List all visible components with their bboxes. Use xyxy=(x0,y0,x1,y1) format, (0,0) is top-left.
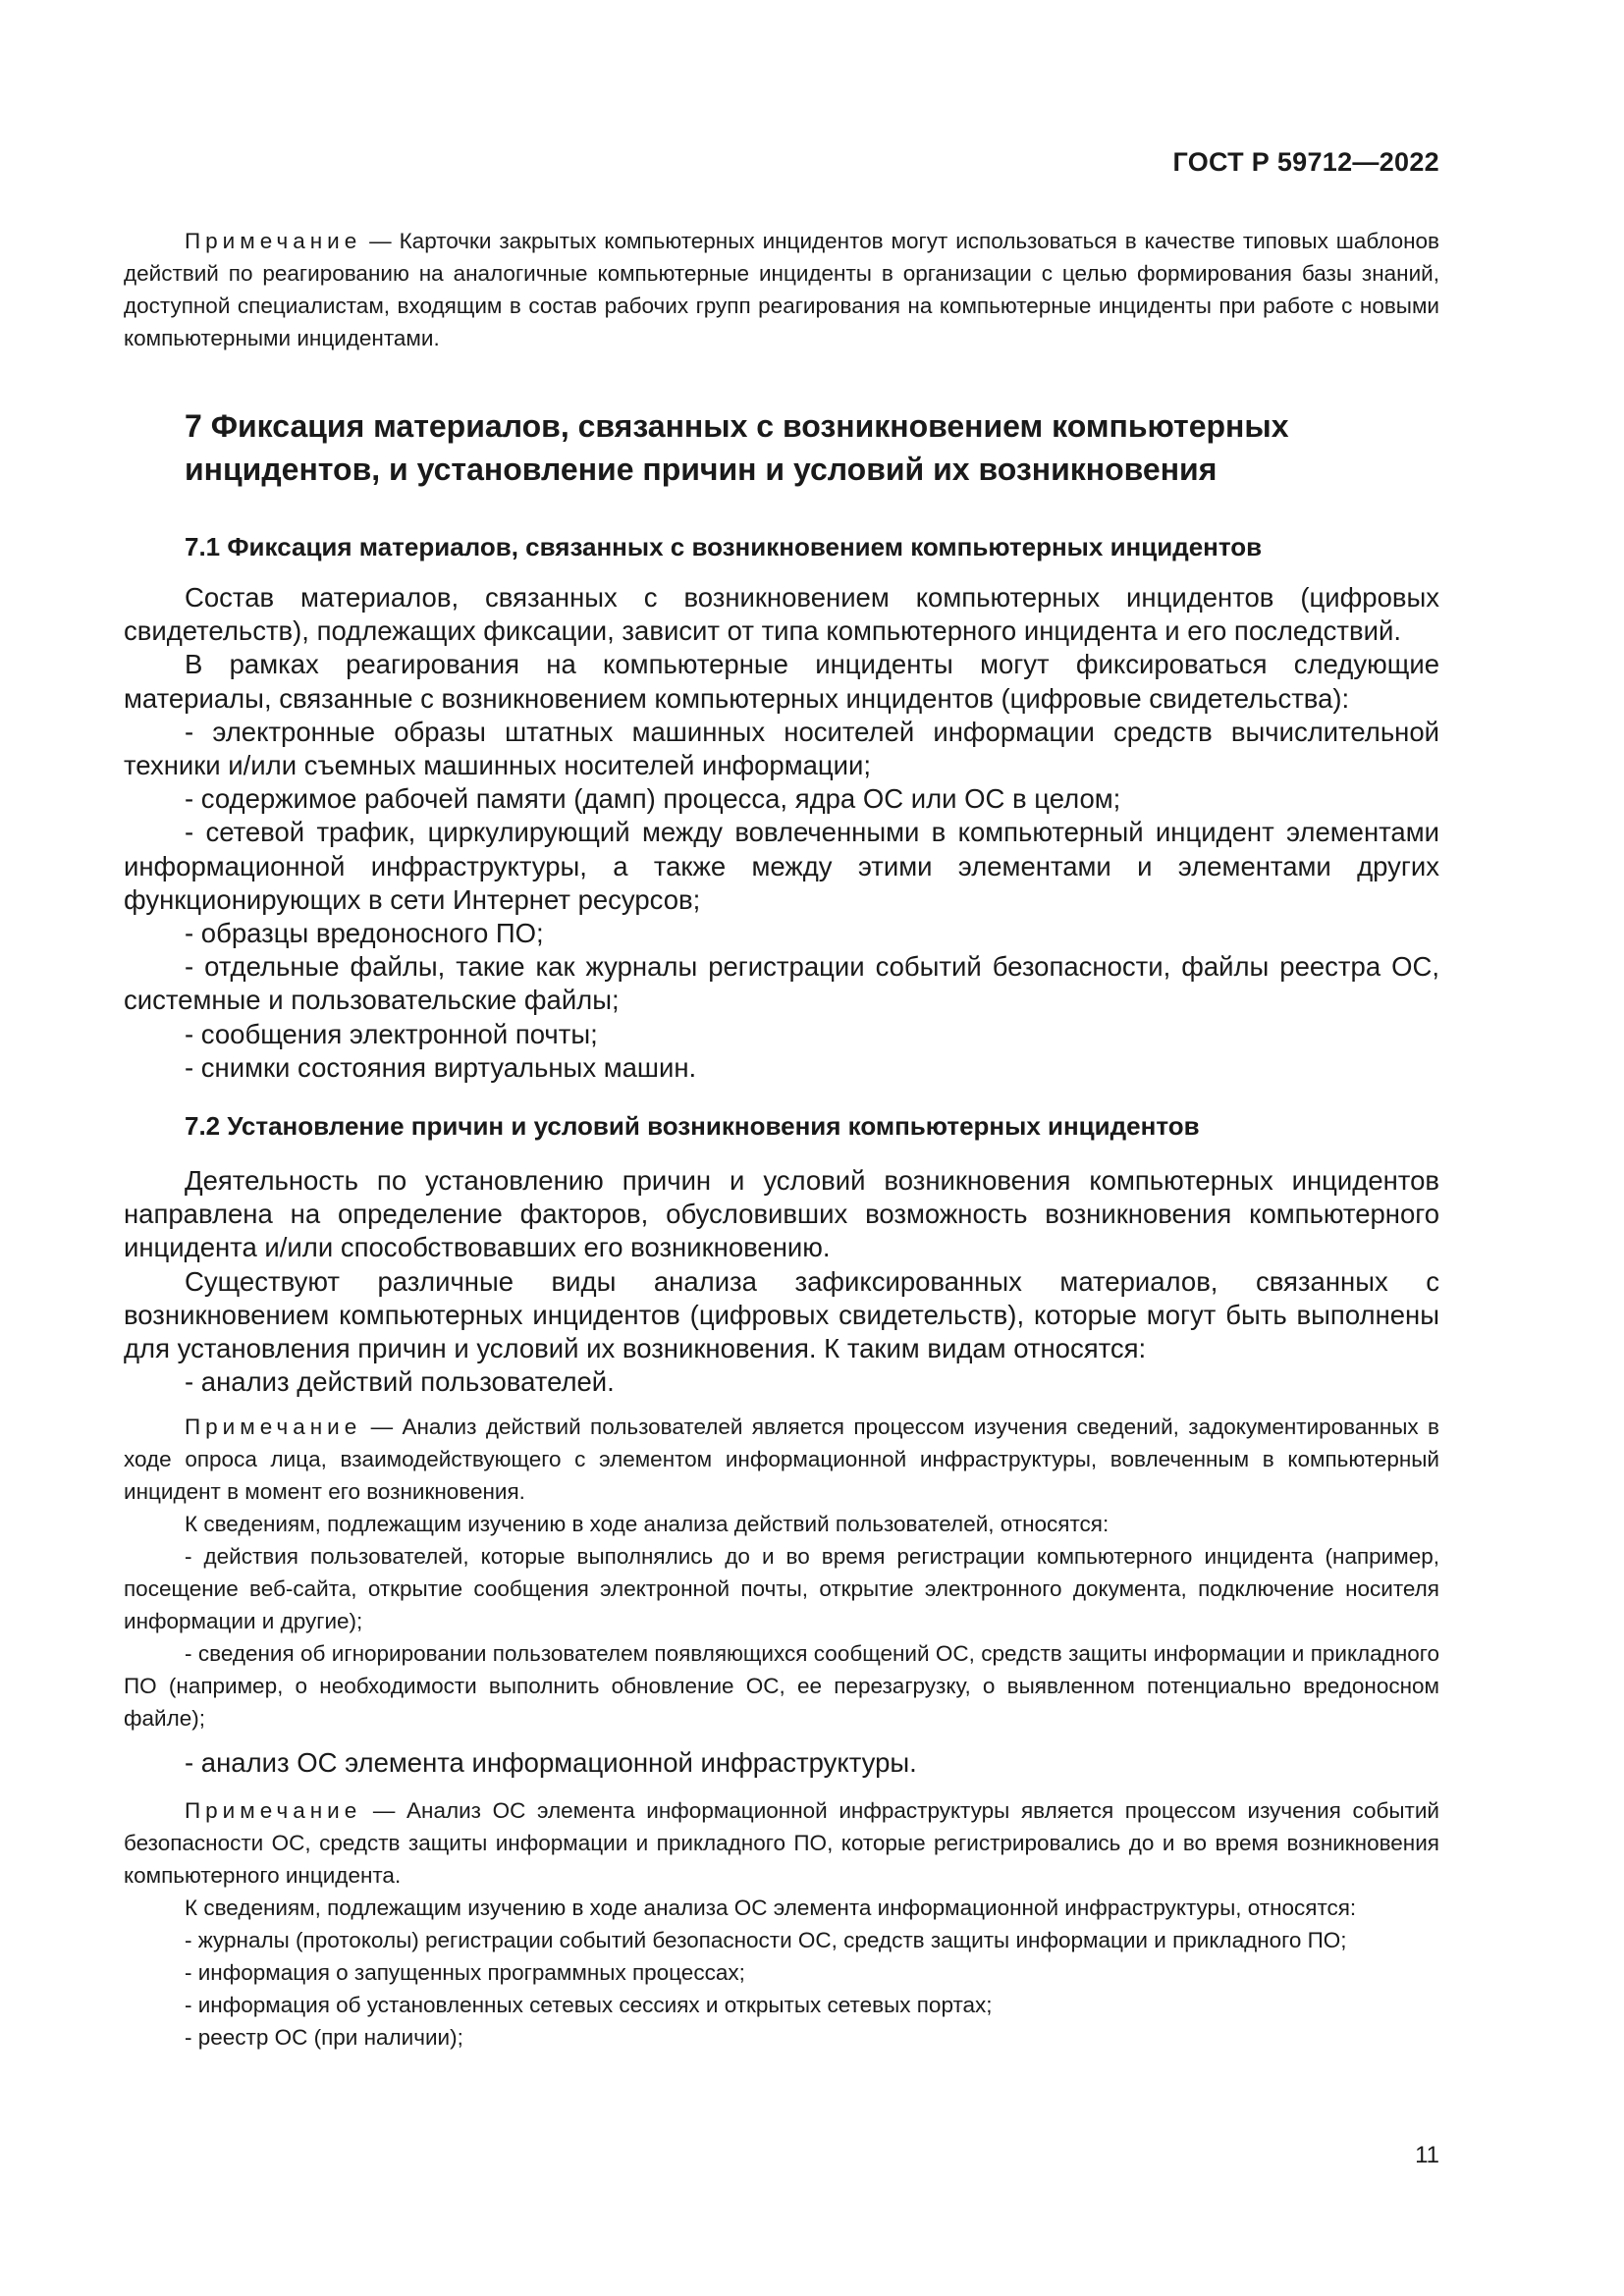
subsection-7-1 xyxy=(124,530,1439,1085)
note-intro: К сведениям, подлежащим изучению в ходе анализа ОС элемента информационной инфраструктуры, относятся: xyxy=(185,1895,1357,1920)
document-code-header: ГОСТ Р 59712—2022 xyxy=(1172,147,1439,177)
note-intro: К сведениям, подлежащим изучению в ходе анализа действий пользователей, относятся: xyxy=(185,1512,1110,1537)
note-text: — Анализ действий пользователей является процессом изучения сведений, задокументированных в ходе опроса лица, взаимодействующего с элементом информационной инфраструктуры, вовлеченным в компьютерный инцидент в момент его возникновения. xyxy=(124,1415,1439,1505)
list-item: - образцы вредоносного ПО; xyxy=(185,918,544,949)
list-item: - сетевой трафик, циркулирующий между вовлеченными в компьютерный инцидент элементами информационной инфраструктуры, а также между этими элементами и элементами других функционирующих в сети Интернет ресурсов; xyxy=(124,817,1439,915)
note-text: — Карточки закрытых компьютерных инцидентов могут использоваться в качестве типовых шаблонов действий по реагированию на аналогичные компьютерные инциденты в организации с целью формирования базы знаний, доступной специалистам, входящим в состав рабочих групп реагирования на компьютерные инциденты при работе с новыми компьютерными инцидентами. xyxy=(124,229,1439,350)
subsection-7-2 xyxy=(124,1109,1439,2054)
note-list-item: - сведения об игнорировании пользователем появляющихся сообщений ОС, средств защиты информации и прикладного ПО (например, о необходимости выполнить обновление ОС, ее перезагрузку, о выявленном потенциально вредоносном файле); xyxy=(124,1641,1439,1732)
list-item: - анализ ОС элемента информационной инфраструктуры. xyxy=(185,1747,917,1779)
list-item: - снимки состояния виртуальных машин. xyxy=(185,1051,697,1083)
note-label: Примечание xyxy=(185,1797,362,1823)
note-label: Примечание xyxy=(185,1415,362,1440)
subsection-title: 7.2 Установление причин и условий возникновения компьютерных инцидентов xyxy=(185,1111,1200,1141)
list-item: - сообщения электронной почты; xyxy=(185,1018,598,1049)
list-item: - содержимое рабочей памяти (дамп) процесса, ядра ОС или ОС в целом; xyxy=(185,783,1121,815)
note-list-item: - информация о запущенных программных процессах; xyxy=(185,1959,745,1985)
paragraph: Состав материалов, связанных с возникновением компьютерных инцидентов (цифровых свидетельств), подлежащих фиксации, зависит от типа компьютерного инцидента и его последствий. xyxy=(124,582,1439,647)
note-3 xyxy=(124,1794,1439,2054)
section-title: 7 Фиксация материалов, связанных с возникновением компьютерных инцидентов, и установление причин и условий их возникновения xyxy=(185,408,1289,487)
note-list-item: - действия пользователей, которые выполнялись до и во время регистрации компьютерного инцидента (например, посещение веб-сайта, открытие сообщения электронной почты, открытие электронного документа, подключение носителя информации и другие); xyxy=(124,1544,1439,1634)
paragraph: Деятельность по установлению причин и условий возникновения компьютерных инцидентов направлена на определение факторов, обусловивших возможность возникновения компьютерного инцидента и/или способствовавших его возникновению. xyxy=(124,1165,1439,1263)
note-list-item: - журналы (протоколы) регистрации событий безопасности ОС, средств защиты информации и прикладного ПО; xyxy=(185,1927,1347,1952)
note-label: Примечание xyxy=(185,229,362,253)
paragraph: В рамках реагирования на компьютерные инциденты могут фиксироваться следующие материалы, связанные с возникновением компьютерных инцидентов (цифровые свидетельства): xyxy=(124,649,1439,714)
page-number: 11 xyxy=(1415,2142,1439,2168)
paragraph: Существуют различные виды анализа зафиксированных материалов, связанных с возникновением компьютерных инцидентов (цифровых свидетельств), которые могут быть выполнены для установления причин и условий их возникновения. К таким видам относятся: xyxy=(124,1265,1439,1364)
list-item: - отдельные файлы, такие как журналы регистрации событий безопасности, файлы реестра ОС, системные и пользовательские файлы; xyxy=(124,951,1439,1016)
note-1 xyxy=(124,225,1439,354)
note-list-item: - реестр ОС (при наличии); xyxy=(185,2024,463,2050)
note-text: — Анализ ОС элемента информационной инфраструктуры является процессом изучения событий безопасности ОС, средств защиты информации и прикладного ПО, которые регистрировались до и во время возникновения компьютерного инцидента. xyxy=(124,1797,1439,1888)
note-2 xyxy=(124,1411,1439,1735)
note-list-item: - информация об установленных сетевых сессиях и открытых сетевых портах; xyxy=(185,1992,993,2017)
list-item: - анализ действий пользователей. xyxy=(185,1366,615,1398)
list-item: - электронные образы штатных машинных носителей информации средств вычислительной техники и/или съемных машинных носителей информации; xyxy=(124,716,1439,781)
section-7-heading-block xyxy=(124,404,1439,491)
subsection-title: 7.1 Фиксация материалов, связанных с возникновением компьютерных инцидентов xyxy=(185,532,1263,561)
